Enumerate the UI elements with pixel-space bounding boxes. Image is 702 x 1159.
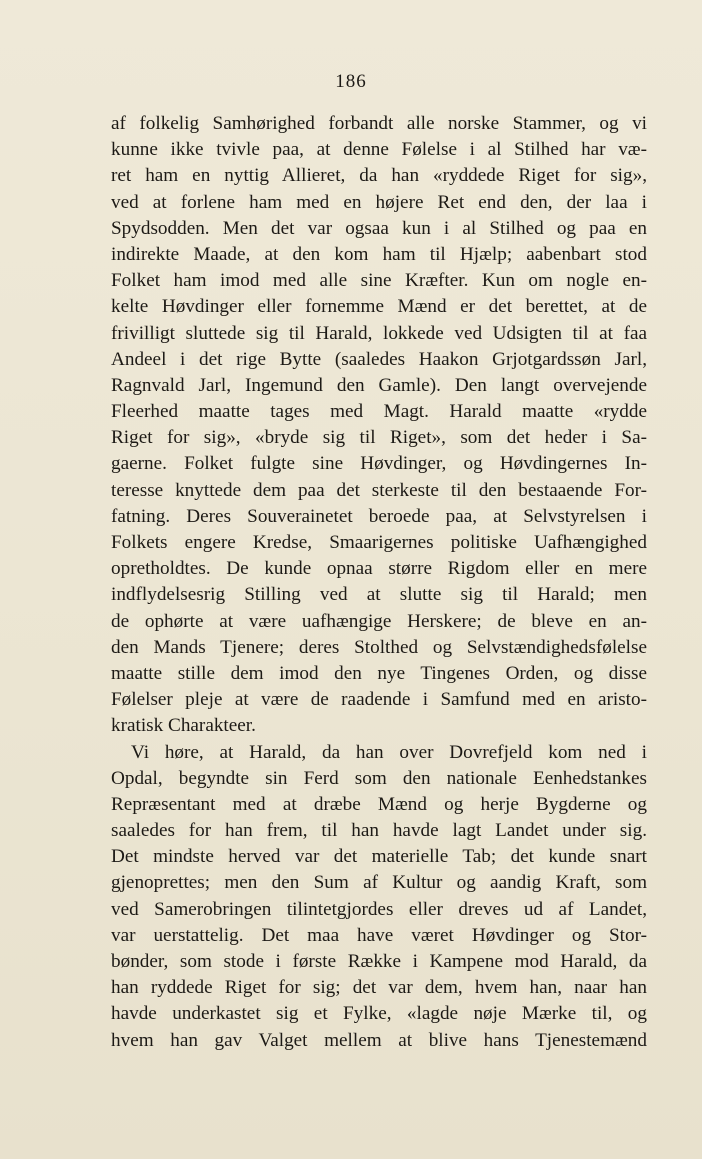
text-line: Opdal, begyndte sin Ferd som den nationale Eenhedstankes xyxy=(111,767,647,789)
text-line: fatning. Deres Souverainetet beroede paa, at Selvstyrelsen i xyxy=(111,505,647,527)
text-line: gaerne. Folket fulgte sine Høvdinger, og Høvdingernes In- xyxy=(111,453,647,475)
text-line: Folket ham imod med alle sine Kræfter. Kun om nogle en- xyxy=(111,270,647,292)
text-line: frivilligt sluttede sig til Harald, lokkede ved Udsigten til at faa xyxy=(111,322,647,344)
text-line: gjenoprettes; men den Sum af Kultur og aandig Kraft, som xyxy=(111,872,647,894)
text-line: kunne ikke tvivle paa, at denne Følelse i al Stilhed har væ- xyxy=(111,139,647,161)
text-line: af folkelig Samhørighed forbandt alle norske Stammer, og vi xyxy=(111,113,647,134)
text-line: ved Samerobringen tilintetgjordes eller dreves ud af Landet, xyxy=(111,898,647,920)
text-line: Andeel i det rige Bytte (saaledes Haakon Grjotgardssøn Jarl, xyxy=(111,348,647,370)
text-line: Spydsodden. Men det var ogsaa kun i al Stilhed og paa en xyxy=(111,217,647,239)
text-line: kelte Høvdinger eller fornemme Mænd er det berettet, at de xyxy=(111,296,647,318)
text-line: hvem han gav Valget mellem at blive hans Tjenestemænd xyxy=(111,1029,647,1051)
text-line: havde underkastet sig et Fylke, «lagde nøje Mærke til, og xyxy=(111,1003,647,1025)
text-line: saaledes for han frem, til han havde lagt Landet under sig. xyxy=(111,820,647,842)
text-line: ved at forlene ham med en højere Ret end den, der laa i xyxy=(111,191,647,213)
text-line: maatte stille dem imod den nye Tingenes Orden, og disse xyxy=(111,662,647,684)
page-number: 186 xyxy=(335,71,367,92)
text-line: Riget for sig», «bryde sig til Riget», som det heder i Sa- xyxy=(111,427,647,449)
text-line: Følelser pleje at være de raadende i Samfund med en aristo- xyxy=(111,689,647,711)
text-line: opretholdtes. De kunde opnaa større Rigdom eller en mere xyxy=(111,558,647,580)
text-line: var uerstattelig. Det maa have været Høvdinger og Stor- xyxy=(111,924,647,946)
paragraph-start-line: Vi høre, at Harald, da han over Dovrefjeld kom ned i xyxy=(131,741,647,763)
text-line: teresse knyttede dem paa det sterkeste til den bestaaende For- xyxy=(111,479,647,501)
text-line: indflydelsesrig Stilling ved at slutte sig til Harald; men xyxy=(111,584,647,606)
text-line: han ryddede Riget for sig; det var dem, hvem han, naar han xyxy=(111,977,647,999)
text-line: indirekte Maade, at den kom ham til Hjælp; aabenbart stod xyxy=(111,243,647,265)
text-line: bønder, som stode i første Række i Kampene mod Harald, da xyxy=(111,951,647,972)
text-line: Det mindste herved var det materielle Tab; det kunde snart xyxy=(111,846,647,868)
text-line: Fleerhed maatte tages med Magt. Harald maatte «rydde xyxy=(111,401,647,423)
paragraph-end-line: kratisk Charakteer. xyxy=(111,715,256,737)
text-line: de ophørte at være uafhængige Herskere; de bleve en an- xyxy=(111,610,647,632)
text-line: den Mands Tjenere; deres Stolthed og Selvstændighedsfølelse xyxy=(111,636,647,658)
text-line: ret ham en nyttig Allieret, da han «ryddede Riget for sig», xyxy=(111,165,647,187)
body-text xyxy=(111,111,647,1054)
text-line: Ragnvald Jarl, Ingemund den Gamle). Den langt overvejende xyxy=(111,374,647,396)
text-line: Folkets engere Kredse, Smaarigernes politiske Uafhængighed xyxy=(111,532,647,553)
text-line: Repræsentant med at dræbe Mænd og herje Bygderne og xyxy=(111,793,647,815)
